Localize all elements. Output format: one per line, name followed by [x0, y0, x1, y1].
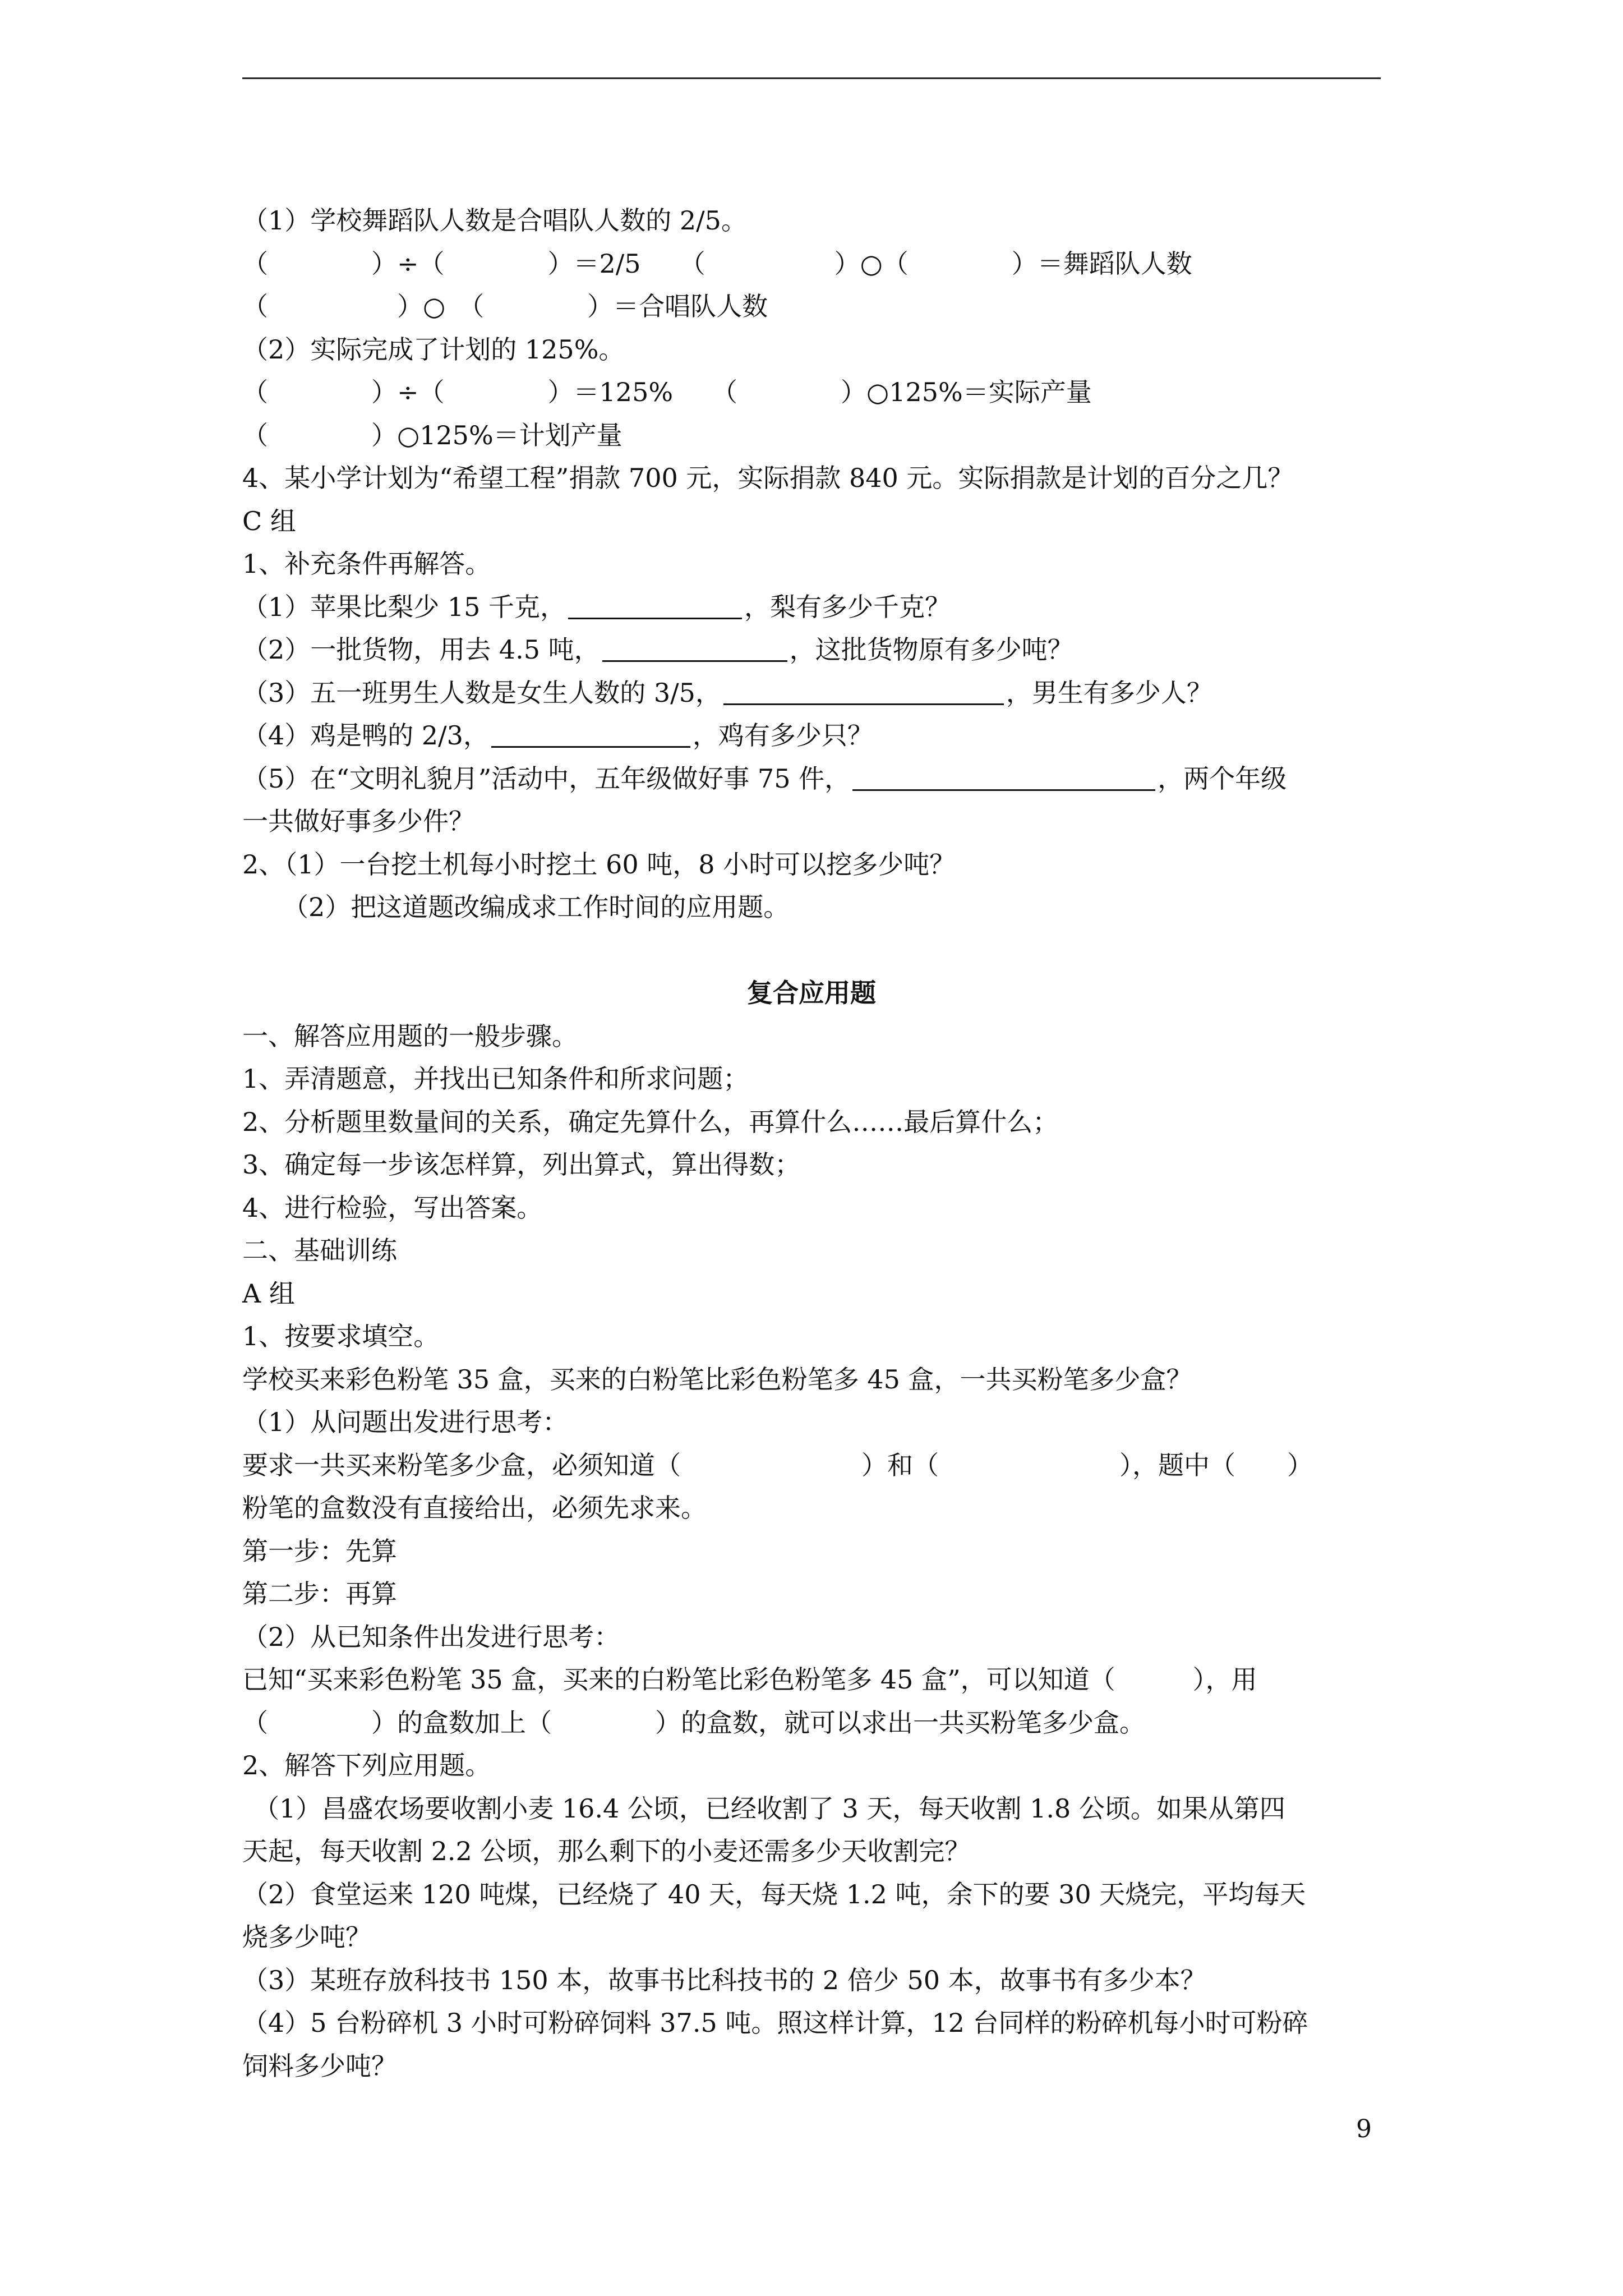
fill-item [242, 628, 1409, 671]
fill-item-before: （1）苹果比梨少 15 千克， [242, 591, 566, 622]
page-number: 9 [1356, 2115, 1372, 2143]
fill-item-before: （4）鸡是鸭的 2/3， [242, 720, 489, 751]
answer-blank[interactable] [491, 717, 690, 748]
group-label: C 组 [242, 505, 296, 536]
text-line: 粉笔的盒数没有直接给出，必须先求来。 [242, 1493, 707, 1523]
text-line: 4、某小学计划为“希望工程”捐款 700 元，实际捐款 840 元。实际捐款是计划的百分之几？ [242, 463, 1294, 493]
text-line: 2、解答下列应用题。 [242, 1750, 491, 1780]
text-line: （3）某班存放科技书 150 本，故事书比科技书的 2 倍少 50 本，故事书有多少本？ [242, 1964, 1206, 1995]
text-line: 二、基础训练 [242, 1235, 397, 1266]
text-line: （ ）○ （ ）＝合唱队人数 [242, 291, 768, 321]
text-line: 2、（1）一台挖土机每小时挖土 60 吨，8 小时可以挖多少吨？ [242, 849, 956, 880]
text-line: （1）学校舞蹈队人数是合唱队人数的 2/5。 [242, 205, 747, 236]
text-line: （4）5 台粉碎机 3 小时可粉碎饲料 37.5 吨。照这样计算，12 台同样的粉碎机每小时可粉碎 [242, 2008, 1308, 2038]
text-line: 要求一共买来粉笔多少盒，必须知道（ ）和（ ），题中（ ） [242, 1450, 1313, 1480]
group-label: A 组 [242, 1278, 295, 1309]
text-line: 第二步：再算 [242, 1579, 397, 1609]
text-line: 已知“买来彩色粉笔 35 盒，买来的白粉笔比彩色粉笔多 45 盒”，可以知道（ ），用 [242, 1664, 1257, 1695]
fill-item-after: ，两个年级 [1158, 763, 1287, 794]
fill-item-after: ，男生有多少人？ [1006, 677, 1212, 708]
fill-item [242, 714, 1409, 757]
fill-item-after: ，这批货物原有多少吨？ [789, 634, 1073, 665]
text-line: 天起，每天收割 2.2 公顷，那么剩下的小麦还需多少天收割完？ [242, 1836, 971, 1866]
text-line: （1）昌盛农场要收割小麦 16.4 公顷，已经收割了 3 天，每天收割 1.8 公顷。如果从第四 [253, 1793, 1285, 1824]
page-body [242, 199, 1409, 2087]
section-title: 复合应用题 [747, 978, 876, 1008]
text-line: （2）从已知条件出发进行思考： [242, 1621, 620, 1652]
text-line: （ ）的盒数加上（ ）的盒数，就可以求出一共买粉笔多少盒。 [242, 1707, 1145, 1738]
spacer [242, 929, 1409, 972]
text-line: 一、解答应用题的一般步骤。 [242, 1020, 578, 1051]
fill-item-before: （2）一批货物，用去 4.5 吨， [242, 634, 600, 665]
header-rule [242, 77, 1381, 79]
text-line: 3、确定每一步该怎样算，列出算式，算出得数； [242, 1149, 801, 1180]
text-line: 2、分析题里数量间的关系，确定先算什么，再算什么……最后算什么； [242, 1106, 1059, 1137]
text-line: 烧多少吨？ [242, 1922, 371, 1952]
text-line: 1、按要求填空。 [242, 1321, 440, 1351]
answer-blank[interactable] [852, 760, 1155, 791]
text-line: 一共做好事多少件？ [242, 806, 474, 836]
fill-item-after: ，鸡有多少只？ [692, 720, 873, 751]
fill-item-before: （3）五一班男生人数是女生人数的 3/5， [242, 677, 721, 708]
text-line: （ ）÷（ ）＝125% （ ）○125%＝实际产量 [242, 377, 1092, 407]
fill-item-after: ，梨有多少千克？ [744, 591, 951, 622]
answer-blank[interactable] [602, 631, 787, 662]
text-line: （2）把这道题改编成求工作时间的应用题。 [283, 892, 790, 922]
fill-item-before: （5）在“文明礼貌月”活动中，五年级做好事 75 件， [242, 763, 851, 794]
text-line: 1、弄清题意，并找出已知条件和所求问题； [242, 1064, 749, 1094]
text-line: 1、补充条件再解答。 [242, 549, 491, 579]
fill-item [242, 757, 1409, 800]
text-line: （ ）÷（ ）＝2/5 （ ）○（ ）＝舞蹈队人数 [242, 248, 1192, 279]
text-line: （1）从问题出发进行思考： [242, 1407, 569, 1437]
answer-blank[interactable] [723, 674, 1004, 705]
text-line: （2）实际完成了计划的 125%。 [242, 334, 625, 365]
text-line: 学校买来彩色粉笔 35 盒，买来的白粉笔比彩色粉笔多 45 盒，一共买粉笔多少盒？ [242, 1364, 1192, 1395]
fill-item [242, 586, 1409, 629]
text-line: 第一步：先算 [242, 1535, 397, 1566]
fill-item [242, 671, 1409, 715]
text-line: 4、进行检验，写出答案。 [242, 1192, 543, 1223]
answer-blank[interactable] [568, 588, 742, 619]
text-line: （2）食堂运来 120 吨煤，已经烧了 40 天，每天烧 1.2 吨，余下的要 30 天烧完，平均每天 [242, 1879, 1306, 1910]
text-line: 饲料多少吨？ [242, 2050, 397, 2081]
text-line: （ ）○125%＝计划产量 [242, 420, 623, 450]
